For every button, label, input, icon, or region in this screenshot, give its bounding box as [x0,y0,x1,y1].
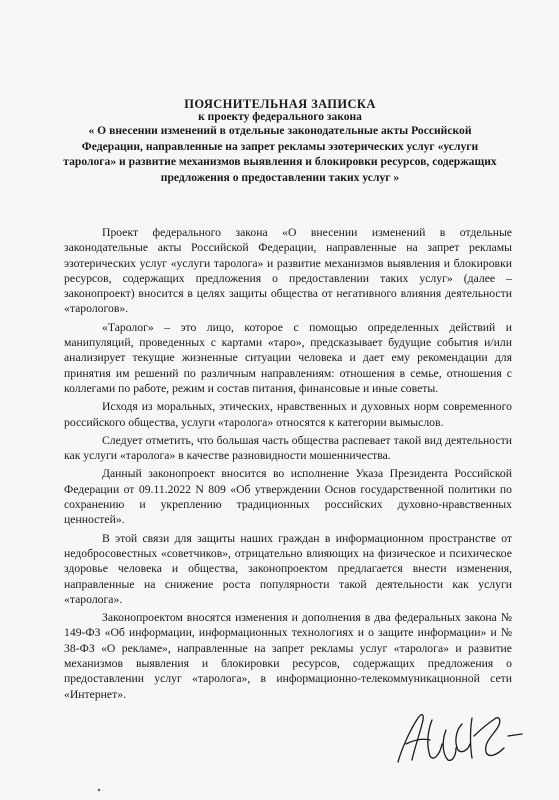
paragraph: Данный законопроект вносится во исполнение Указа Президента Российской Федерации от 09.11.2022 N 809 «Об утверждении Основ государственной политики по сохранению и укреплению традиционных российских духовно-нравственных ценностей». [64,467,512,527]
document-title: ПОЯСНИТЕЛЬНАЯ ЗАПИСКА [184,97,376,111]
heading-block [60,97,500,185]
handwritten-signature [392,700,532,770]
paragraph: «Таролог» – это лицо, которое с помощью определенных действий и манипуляций, проведенных с картами «таро», предсказывает будущие события и/или анализирует текущие жизненные ситуации человека и дает ему рекомендации для принятия им решений по различным направлениям: отношения в семье, отношения с коллегами по работе, режим и состав питания, финансовые и иные советы. [64,320,512,395]
bill-title: « О внесении изменений в отдельные законодательные акты Российской Федерации, направленные на запрет рекламы эзотерических услуг «услуги таролога» и развитие механизмов выявления и блокировки ресурсов, содержащих предложения о предоставлении таких услуг » [63,124,497,184]
scan-mark [95,786,103,794]
paragraph: В этой связи для защиты наших граждан в информационном пространстве от недобросовестных «советчиков», отрицательно влияющих на физическое и психическое здоровье человека и общества, законопроектом предлагается внести изменения, направленные на снижение роста популярности такой деятельности как услуги «таролога». [64,531,512,606]
document-body [64,225,512,705]
document-subtitle: к проекту федерального закона [198,111,362,123]
paragraph: Проект федерального закона «О внесении изменений в отдельные законодательные акты Российской Федерации, направленные на запрет рекламы эзотерических услуг «услуги таролога» и развитие механизмов выявления и блокировки ресурсов, содержащих предложения о предоставлении таких услуг» (далее – законопроект) вносится в целях защиты общества от негативного влияния деятельности «тарологов». [64,226,512,316]
paragraph: Законопроектом вносятся изменения и дополнения в два федеральных закона № 149-ФЗ «Об информации, информационных технологиях и о защите информации» и № 38-ФЗ «О рекламе», направленные на запрет рекламы услуг «таролога» и развитие механизмов выявления и блокировки ресурсов, содержащих предложения о предоставлении услуг «таролога», в информационно-телекоммуникационной сети «Интернет». [64,611,512,701]
paragraph: Исходя из моральных, этических, нравственных и духовных норм современного российского общества, услуги «таролога» относятся к категории вымыслов. [64,400,512,429]
paragraph: Следует отметить, что большая часть общества распевает такой вид деятельности как услуги «таролога» в качестве разновидности мошенничества. [64,433,512,463]
